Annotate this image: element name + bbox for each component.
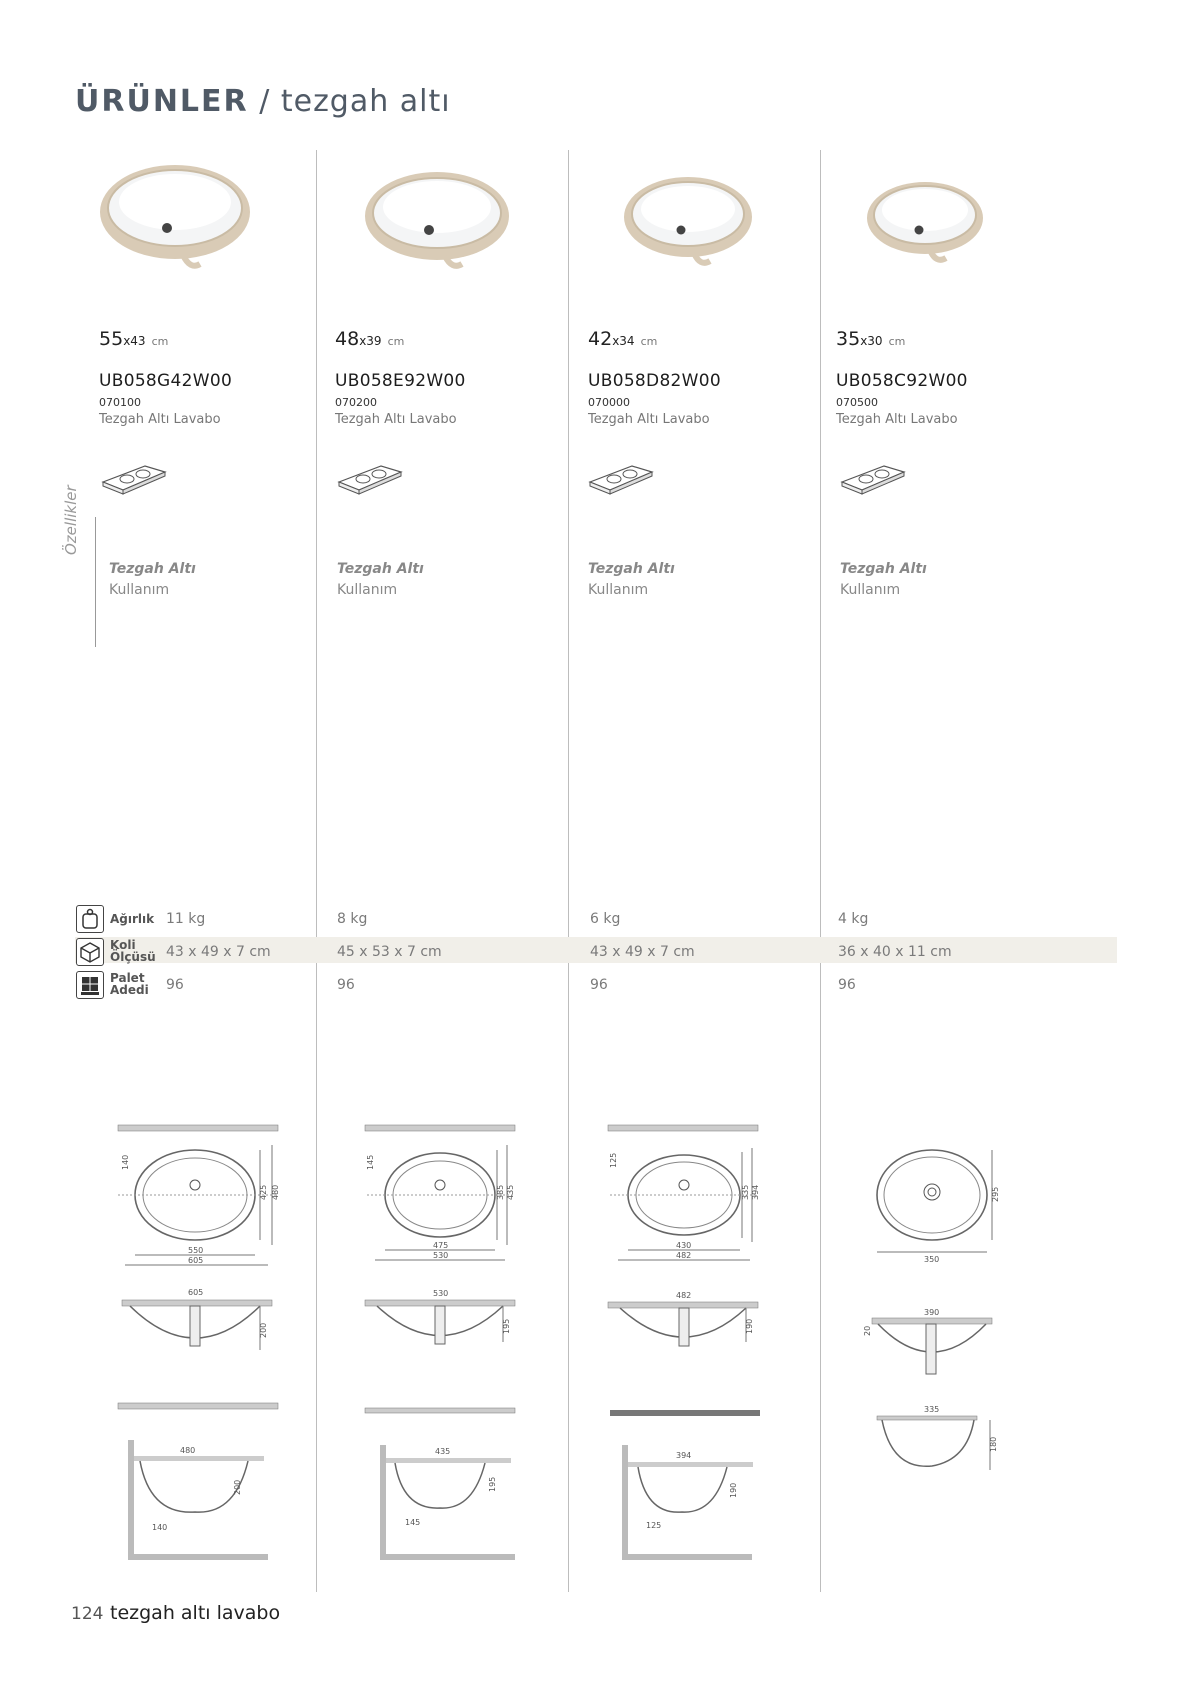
sink-photo <box>95 160 245 290</box>
weight-label: Ağırlık <box>110 912 155 926</box>
product-dimensions <box>335 328 404 350</box>
product-type: Tezgah Altı Lavabo <box>335 412 457 427</box>
countertop-icon <box>101 462 167 496</box>
product-dimensions <box>99 328 168 350</box>
dimension-unit: cm <box>888 335 906 348</box>
dimension-secondary: x34 <box>612 334 635 348</box>
weight-value: 8 kg <box>337 911 368 927</box>
dimension-main: 42 <box>588 328 613 350</box>
features-line <box>95 517 96 647</box>
product-type: Tezgah Altı Lavabo <box>836 412 958 427</box>
section-dim-b: 200 <box>233 1479 242 1495</box>
product-dimensions <box>588 328 657 350</box>
dimension-unit: cm <box>151 335 169 348</box>
technical-drawing <box>110 1120 290 1584</box>
side-dim-b: 190 <box>745 1318 754 1334</box>
side-dim-b: 200 <box>259 1322 268 1338</box>
feature-title: Tezgah Altı <box>337 561 424 577</box>
footer-section: tezgah altı lavabo <box>110 1602 281 1624</box>
product-type: Tezgah Altı Lavabo <box>99 412 221 427</box>
box-icon <box>76 938 104 966</box>
feature-subtitle: Kullanım <box>588 582 649 598</box>
side-dim-a: 605 <box>188 1288 204 1297</box>
box-size-value: 36 x 40 x 11 cm <box>838 944 952 960</box>
weight-icon <box>76 905 104 933</box>
top-dim-c: 435 <box>506 1184 515 1200</box>
countertop-icon <box>588 462 654 496</box>
side-dim-a: 530 <box>433 1289 449 1298</box>
top-dim-e: 530 <box>433 1251 449 1260</box>
countertop-icon <box>337 462 403 496</box>
pallet-value: 96 <box>166 977 184 993</box>
sink-photo <box>618 175 768 305</box>
top-dim-c: 394 <box>751 1184 760 1200</box>
feature-title: Tezgah Altı <box>109 561 196 577</box>
top-dim-d: 550 <box>188 1246 204 1255</box>
feature-subtitle: Kullanım <box>840 582 901 598</box>
section-dim-b: 190 <box>729 1482 738 1498</box>
dimension-unit: cm <box>387 335 405 348</box>
dimension-unit: cm <box>640 335 658 348</box>
top-dim-c: 480 <box>271 1184 280 1200</box>
page-title <box>75 84 451 119</box>
box-size-value: 43 x 49 x 7 cm <box>166 944 271 960</box>
column-divider <box>316 150 317 1592</box>
box-size-value: 43 x 49 x 7 cm <box>590 944 695 960</box>
top-dim-e: 605 <box>188 1256 204 1265</box>
box-size-value: 45 x 53 x 7 cm <box>337 944 442 960</box>
product-dimensions <box>836 328 905 350</box>
section-dim-c: 145 <box>405 1518 421 1527</box>
pallet-label-line2: Adedi <box>110 983 149 997</box>
section-dim-a: 394 <box>676 1451 692 1460</box>
feature-title: Tezgah Altı <box>588 561 675 577</box>
top-dim-b: 350 <box>924 1255 940 1264</box>
weight-value: 4 kg <box>838 911 869 927</box>
top-dim-d: 475 <box>433 1241 449 1250</box>
column-divider <box>820 150 821 1592</box>
pallet-label <box>110 972 149 996</box>
top-dim-a: 140 <box>121 1154 130 1170</box>
sink-photo <box>357 168 507 298</box>
pallet-label-line1: Palet <box>110 971 145 985</box>
dimension-main: 35 <box>836 328 861 350</box>
box-label-line1: Koli <box>110 938 136 952</box>
product-code: UB058D82W00 <box>588 371 722 391</box>
weight-value: 11 kg <box>166 911 206 927</box>
page-title-separator: / <box>259 84 271 119</box>
box-label-line2: Ölçüsü <box>110 950 156 964</box>
dimension-main: 55 <box>99 328 124 350</box>
product-code: UB058C92W00 <box>836 371 968 391</box>
product-ref: 070500 <box>836 396 878 409</box>
side-dim-a: 482 <box>676 1291 692 1300</box>
product-type: Tezgah Altı Lavabo <box>588 412 710 427</box>
top-dim-b: 425 <box>259 1184 268 1200</box>
side-dim-a: 390 <box>924 1308 940 1317</box>
side-dim-b: 195 <box>502 1318 511 1334</box>
product-ref: 070100 <box>99 396 141 409</box>
box-label <box>110 939 156 963</box>
countertop-icon <box>840 462 906 496</box>
product-code: UB058E92W00 <box>335 371 466 391</box>
top-dim-e: 482 <box>676 1251 692 1260</box>
technical-drawing <box>600 1120 780 1584</box>
section-dim-a: 335 <box>924 1405 940 1414</box>
dimension-secondary: x39 <box>359 334 382 348</box>
side-dim-b: 20 <box>863 1325 872 1336</box>
top-dim-b: 385 <box>496 1184 505 1200</box>
pallet-value: 96 <box>590 977 608 993</box>
top-dim-d: 430 <box>676 1241 692 1250</box>
column-divider <box>568 150 569 1592</box>
section-dim-a: 435 <box>435 1447 451 1456</box>
pallet-value: 96 <box>337 977 355 993</box>
top-dim-a: 125 <box>609 1152 618 1168</box>
pallet-value: 96 <box>838 977 856 993</box>
product-ref: 070000 <box>588 396 630 409</box>
dimension-secondary: x43 <box>123 334 146 348</box>
dimension-main: 48 <box>335 328 360 350</box>
section-dim-a: 480 <box>180 1446 196 1455</box>
section-dim-b: 195 <box>488 1476 497 1492</box>
product-ref: 070200 <box>335 396 377 409</box>
top-dim-a: 145 <box>366 1154 375 1170</box>
product-code: UB058G42W00 <box>99 371 233 391</box>
technical-drawing <box>355 1120 535 1584</box>
section-dim-b: 180 <box>989 1436 998 1452</box>
sink-photo <box>862 180 1012 310</box>
pallet-icon <box>76 971 104 999</box>
features-side-label: Özellikler <box>62 485 80 555</box>
page-title-bold: ÜRÜNLER <box>75 84 249 119</box>
top-dim-a: 295 <box>991 1186 1000 1202</box>
section-dim-c: 125 <box>646 1521 662 1530</box>
feature-title: Tezgah Altı <box>840 561 927 577</box>
feature-subtitle: Kullanım <box>109 582 170 598</box>
page-title-sub: tezgah altı <box>280 84 451 119</box>
weight-value: 6 kg <box>590 911 621 927</box>
section-dim-c: 140 <box>152 1523 168 1532</box>
technical-drawing <box>862 1140 1022 1504</box>
feature-subtitle: Kullanım <box>337 582 398 598</box>
page-number: 124 <box>71 1604 104 1624</box>
dimension-secondary: x30 <box>860 334 883 348</box>
top-dim-b: 335 <box>741 1184 750 1200</box>
